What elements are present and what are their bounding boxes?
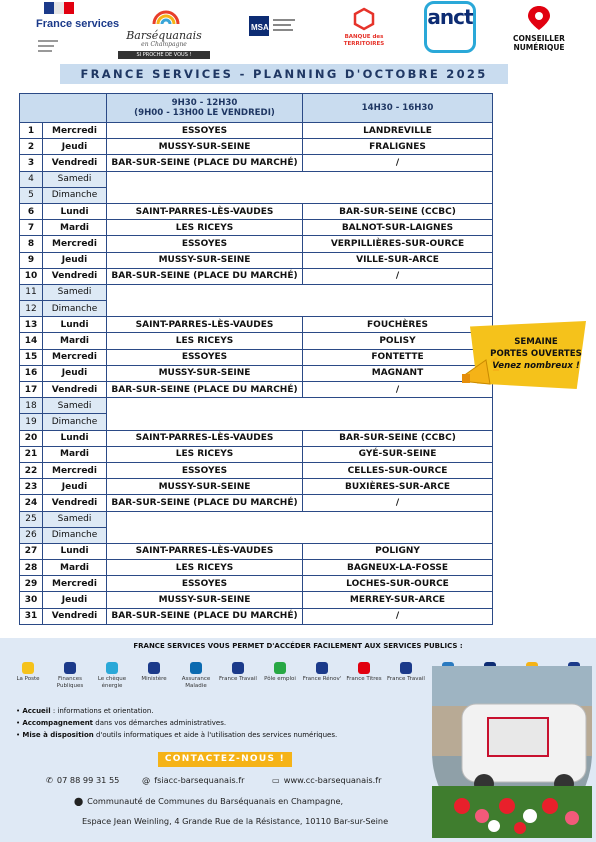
morning-location: ESSOYES xyxy=(107,462,303,478)
morning-location: SAINT-PARRES-LÈS-VAUDES xyxy=(107,317,303,333)
day-name: Lundi xyxy=(43,203,107,219)
france-services-label: France services xyxy=(36,18,120,30)
morning-location: BAR-SUR-SEINE (PLACE DU MARCHÉ) xyxy=(107,382,303,398)
afternoon-location: / xyxy=(303,155,493,171)
morning-location: LES RICEYS xyxy=(107,446,303,462)
callout-line-2: PORTES OUVERTES xyxy=(490,349,582,359)
afternoon-location: FRALIGNES xyxy=(303,139,493,155)
table-row xyxy=(20,349,493,365)
partner-label: France Titres xyxy=(346,676,382,682)
afternoon-location: BAR-SUR-SEINE (CCBC) xyxy=(303,430,493,446)
day-number: 29 xyxy=(20,576,43,592)
table-row xyxy=(20,608,493,624)
afternoon-location: BAGNEUX-LA-FOSSE xyxy=(303,560,493,576)
afternoon-location: / xyxy=(303,495,493,511)
afternoon-location: POLISY xyxy=(303,333,493,349)
partner-icon xyxy=(106,662,118,674)
barsequanais-tag: SI PROCHE DE VOUS ! xyxy=(118,51,210,59)
morning-location: MUSSY-SUR-SEINE xyxy=(107,479,303,495)
conseiller-numerique-label: CONSEILLER NUMÉRIQUE xyxy=(513,34,565,52)
header-morning-hours: 9H30 - 12H30 xyxy=(171,98,238,108)
day-name: Vendredi xyxy=(43,155,107,171)
table-row xyxy=(20,495,493,511)
morning-location: MUSSY-SUR-SEINE xyxy=(107,365,303,381)
weekend-blank xyxy=(107,171,493,203)
header-morning xyxy=(107,94,303,123)
table-row xyxy=(20,203,493,219)
afternoon-location: CELLES-SUR-OURCE xyxy=(303,462,493,478)
morning-location: ESSOYES xyxy=(107,349,303,365)
partner-label: France Rénov' xyxy=(302,676,342,682)
day-number: 16 xyxy=(20,365,43,381)
phone-icon: ✆ xyxy=(46,775,53,785)
partner-icon xyxy=(64,662,76,674)
afternoon-location: VERPILLIÈRES-SUR-OURCE xyxy=(303,236,493,252)
morning-location: BAR-SUR-SEINE (PLACE DU MARCHÉ) xyxy=(107,155,303,171)
msa-logo xyxy=(249,14,299,40)
afternoon-location: VILLE-SUR-ARCE xyxy=(303,252,493,268)
partner-icon xyxy=(190,662,202,674)
phone-number[interactable]: 07 88 99 31 55 xyxy=(56,775,120,785)
afternoon-location: / xyxy=(303,382,493,398)
day-name: Samedi xyxy=(43,511,107,527)
day-number: 14 xyxy=(20,333,43,349)
morning-location: LES RICEYS xyxy=(107,220,303,236)
partner-logo xyxy=(176,662,216,689)
table-row-weekend xyxy=(20,171,493,187)
afternoon-location: FOUCHÈRES xyxy=(303,317,493,333)
afternoon-location: BUXIÈRES-SUR-ARCE xyxy=(303,479,493,495)
morning-location: MUSSY-SUR-SEINE xyxy=(107,252,303,268)
weekend-blank xyxy=(107,398,493,430)
table-row xyxy=(20,430,493,446)
day-name: Vendredi xyxy=(43,382,107,398)
table-row xyxy=(20,252,493,268)
morning-location: ESSOYES xyxy=(107,236,303,252)
table-row xyxy=(20,220,493,236)
day-number: 15 xyxy=(20,349,43,365)
day-name: Lundi xyxy=(43,430,107,446)
day-name: Samedi xyxy=(43,284,107,300)
partner-icon xyxy=(232,662,244,674)
table-row xyxy=(20,592,493,608)
table-row xyxy=(20,139,493,155)
partner-icon xyxy=(358,662,370,674)
day-number: 5 xyxy=(20,187,43,203)
day-name: Mardi xyxy=(43,333,107,349)
day-number: 13 xyxy=(20,317,43,333)
page-title: FRANCE SERVICES - PLANNING D'OCTOBRE 2025 xyxy=(60,64,508,84)
org-name: Communauté de Communes du Barséquanais en Champagne, xyxy=(87,796,344,806)
contact-button[interactable]: CONTACTEZ-NOUS ! xyxy=(158,752,292,767)
day-number: 27 xyxy=(20,543,43,559)
email-line xyxy=(142,774,244,786)
bullet-accueil: • Accueil : informations et orientation. xyxy=(16,705,337,717)
hexagon-icon xyxy=(336,6,392,30)
day-name: Jeudi xyxy=(43,139,107,155)
day-number: 21 xyxy=(20,446,43,462)
web-line xyxy=(272,774,382,786)
morning-location: BAR-SUR-SEINE (PLACE DU MARCHÉ) xyxy=(107,495,303,511)
day-number: 25 xyxy=(20,511,43,527)
megaphone-icon xyxy=(460,352,500,394)
table-row xyxy=(20,365,493,381)
day-number: 30 xyxy=(20,592,43,608)
day-name: Dimanche xyxy=(43,301,107,317)
open-week-text xyxy=(486,336,586,372)
web-icon: ▭ xyxy=(272,775,280,785)
afternoon-location: BAR-SUR-SEINE (CCBC) xyxy=(303,203,493,219)
bullet-accompagnement: • Accompagnement dans vos démarches administratives. xyxy=(16,717,337,729)
day-name: Dimanche xyxy=(43,527,107,543)
day-number: 22 xyxy=(20,462,43,478)
afternoon-location: POLIGNY xyxy=(303,543,493,559)
day-name: Mercredi xyxy=(43,349,107,365)
day-number: 23 xyxy=(20,479,43,495)
day-number: 17 xyxy=(20,382,43,398)
barsequanais-sub: en Champagne xyxy=(141,41,187,48)
day-number: 9 xyxy=(20,252,43,268)
partner-icon xyxy=(22,662,34,674)
day-number: 12 xyxy=(20,301,43,317)
morning-location: SAINT-PARRES-LÈS-VAUDES xyxy=(107,543,303,559)
location-pin-icon xyxy=(506,4,572,30)
rainbow-icon xyxy=(114,4,214,26)
callout-line-3: Venez nombreux ! xyxy=(492,361,580,371)
partner-label: Le chèque énergie xyxy=(97,676,127,689)
day-number: 10 xyxy=(20,268,43,284)
partner-logo xyxy=(344,662,384,686)
day-name: Vendredi xyxy=(43,268,107,284)
partner-icon xyxy=(400,662,412,674)
banque-territoires-logo xyxy=(336,6,392,54)
header-morning-note: (9H00 - 13H00 LE VENDREDI) xyxy=(134,108,275,118)
partner-logo xyxy=(92,662,132,689)
day-name: Mardi xyxy=(43,220,107,236)
barsequanais-name: Barséquanais xyxy=(126,29,202,42)
partner-icon xyxy=(148,662,160,674)
website-link[interactable]: www.cc-barsequanais.fr xyxy=(283,775,382,785)
afternoon-location: MAGNANT xyxy=(303,365,493,381)
day-name: Mardi xyxy=(43,560,107,576)
header-logos xyxy=(0,0,596,62)
morning-location: BAR-SUR-SEINE (PLACE DU MARCHÉ) xyxy=(107,608,303,624)
afternoon-location: / xyxy=(303,608,493,624)
partner-icon xyxy=(274,662,286,674)
table-row xyxy=(20,236,493,252)
day-number: 26 xyxy=(20,527,43,543)
morning-location: SAINT-PARRES-LÈS-VAUDES xyxy=(107,430,303,446)
partner-logo xyxy=(302,662,342,686)
afternoon-location: LANDREVILLE xyxy=(303,123,493,139)
marianne-icon xyxy=(26,2,120,58)
at-icon: @ xyxy=(142,775,151,785)
conseiller-numerique-logo xyxy=(506,4,572,58)
day-number: 7 xyxy=(20,220,43,236)
afternoon-location: BALNOT-SUR-LAIGNES xyxy=(303,220,493,236)
table-row-weekend xyxy=(20,398,493,414)
services-list xyxy=(16,705,337,742)
table-row xyxy=(20,333,493,349)
afternoon-location: / xyxy=(303,268,493,284)
table-row xyxy=(20,479,493,495)
day-number: 8 xyxy=(20,236,43,252)
table-row xyxy=(20,317,493,333)
day-number: 20 xyxy=(20,430,43,446)
day-name: Vendredi xyxy=(43,495,107,511)
morning-location: BAR-SUR-SEINE (PLACE DU MARCHÉ) xyxy=(107,268,303,284)
location-icon: ⬤ xyxy=(74,796,84,806)
day-number: 24 xyxy=(20,495,43,511)
day-name: Jeudi xyxy=(43,479,107,495)
partner-label: Assurance Maladie xyxy=(181,676,211,689)
bus-photo xyxy=(432,666,592,838)
banque-territoires-label: BANQUE des TERRITOIRES xyxy=(343,34,385,47)
table-row xyxy=(20,576,493,592)
day-name: Lundi xyxy=(43,543,107,559)
header-afternoon: 14H30 - 16H30 xyxy=(303,94,493,123)
partner-logo xyxy=(8,662,48,686)
morning-location: ESSOYES xyxy=(107,123,303,139)
france-services-logo xyxy=(26,2,120,58)
day-number: 31 xyxy=(20,608,43,624)
morning-location: MUSSY-SUR-SEINE xyxy=(107,139,303,155)
partner-label: France Travail xyxy=(219,676,257,682)
table-row xyxy=(20,446,493,462)
partner-logo xyxy=(50,662,90,689)
morning-location: ESSOYES xyxy=(107,576,303,592)
table-row xyxy=(20,123,493,139)
day-number: 19 xyxy=(20,414,43,430)
day-name: Mercredi xyxy=(43,462,107,478)
partner-logo xyxy=(134,662,174,686)
morning-location: LES RICEYS xyxy=(107,333,303,349)
bullet-mise-a-disposition: • Mise à disposition d'outils informatiques et aide à l'utilisation des services numériques. xyxy=(16,729,337,741)
afternoon-location: GYÉ-SUR-SEINE xyxy=(303,446,493,462)
day-number: 18 xyxy=(20,398,43,414)
email-address[interactable]: fsiacc-barsequanais.fr xyxy=(154,775,245,785)
day-name: Mercredi xyxy=(43,576,107,592)
partner-logo xyxy=(260,662,300,686)
table-row-weekend xyxy=(20,284,493,300)
day-name: Jeudi xyxy=(43,365,107,381)
weekend-blank xyxy=(107,511,493,543)
table-row xyxy=(20,462,493,478)
afternoon-location: MERREY-SUR-ARCE xyxy=(303,592,493,608)
mobile-bus-image xyxy=(432,666,592,838)
table-row xyxy=(20,382,493,398)
anct-logo xyxy=(424,1,476,53)
day-name: Dimanche xyxy=(43,187,107,203)
table-row xyxy=(20,155,493,171)
day-name: Vendredi xyxy=(43,608,107,624)
table-row xyxy=(20,543,493,559)
partner-label: Finances Publiques xyxy=(56,676,84,689)
day-number: 11 xyxy=(20,284,43,300)
callout-line-1: SEMAINE xyxy=(514,337,558,347)
table-row-weekend xyxy=(20,511,493,527)
afternoon-location: LOCHES-SUR-OURCE xyxy=(303,576,493,592)
morning-location: LES RICEYS xyxy=(107,560,303,576)
partner-label: France Travail xyxy=(387,676,425,682)
org-line xyxy=(74,795,343,807)
table-corner xyxy=(20,94,107,123)
day-number: 28 xyxy=(20,560,43,576)
partner-label: Ministère xyxy=(141,676,167,682)
partner-logo xyxy=(218,662,258,686)
partner-logo xyxy=(386,662,426,686)
day-name: Jeudi xyxy=(43,592,107,608)
partner-label: Pôle emploi xyxy=(264,676,296,682)
afternoon-location: FONTETTE xyxy=(303,349,493,365)
barsequanais-logo xyxy=(114,4,214,58)
day-number: 1 xyxy=(20,123,43,139)
table-row xyxy=(20,268,493,284)
partner-label: La Poste xyxy=(16,676,40,682)
day-number: 4 xyxy=(20,171,43,187)
day-number: 6 xyxy=(20,203,43,219)
svg-text:MSA: MSA xyxy=(251,23,269,32)
partner-icon xyxy=(316,662,328,674)
day-name: Mercredi xyxy=(43,236,107,252)
day-name: Jeudi xyxy=(43,252,107,268)
weekend-blank xyxy=(107,284,493,316)
morning-location: MUSSY-SUR-SEINE xyxy=(107,592,303,608)
services-title: FRANCE SERVICES VOUS PERMET D'ACCÉDER FACILEMENT AUX SERVICES PUBLICS : xyxy=(133,642,463,650)
day-number: 2 xyxy=(20,139,43,155)
morning-location: SAINT-PARRES-LÈS-VAUDES xyxy=(107,203,303,219)
table-row xyxy=(20,560,493,576)
day-name: Mardi xyxy=(43,446,107,462)
planning-table xyxy=(19,93,493,625)
day-name: Lundi xyxy=(43,317,107,333)
day-name: Mercredi xyxy=(43,123,107,139)
day-name: Samedi xyxy=(43,398,107,414)
day-number: 3 xyxy=(20,155,43,171)
day-name: Dimanche xyxy=(43,414,107,430)
anct-label: anct xyxy=(427,5,473,29)
day-name: Samedi xyxy=(43,171,107,187)
phone-line xyxy=(46,774,119,786)
postal-address: Espace Jean Weinling, 4 Grande Rue de la Résistance, 10110 Bar-sur-Seine xyxy=(82,816,389,826)
